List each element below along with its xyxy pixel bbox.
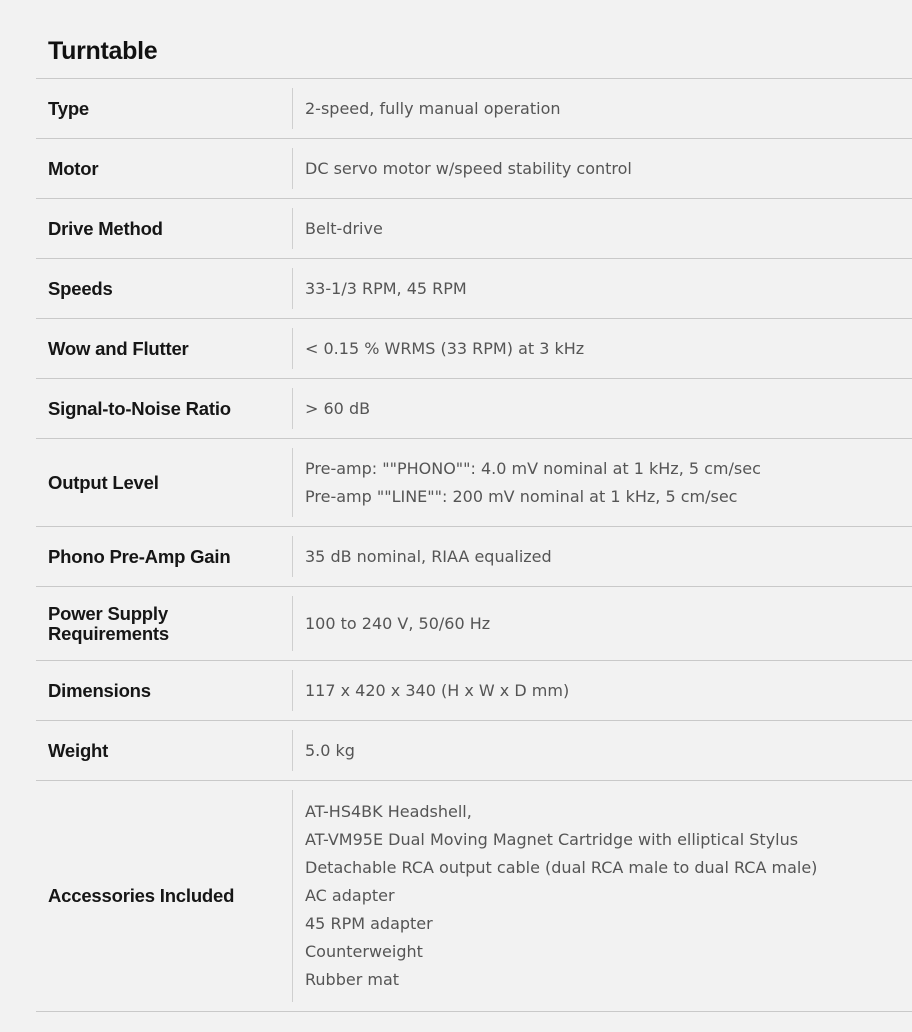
spec-row-accessories <box>36 781 912 1012</box>
value-line: 5.0 kg <box>305 740 355 760</box>
spec-row-motor <box>36 139 912 199</box>
spec-label: Output Level <box>48 471 159 493</box>
spec-label: Motor <box>48 157 99 179</box>
spec-value <box>292 790 912 1002</box>
value-line: AC adapter <box>305 886 395 905</box>
spec-value <box>292 388 912 429</box>
spec-value <box>292 328 912 369</box>
spec-label: Phono Pre-Amp Gain <box>48 545 231 567</box>
spec-value <box>292 670 912 711</box>
value-line: Rubber mat <box>305 970 400 989</box>
value-line: Pre-amp ""LINE"": 200 mV nominal at 1 kHz, 5 cm/sec <box>305 486 738 506</box>
value-line: DC servo motor w/speed stability control <box>305 158 632 178</box>
value-line: Belt-drive <box>305 218 383 238</box>
value-line: 100 to 240 V, 50/60 Hz <box>305 613 491 633</box>
spec-label: Type <box>48 97 90 119</box>
spec-label: Signal-to-Noise Ratio <box>48 397 231 419</box>
spec-label: Speeds <box>48 277 113 299</box>
spec-value <box>292 448 912 517</box>
spec-label: Drive Method <box>48 217 163 239</box>
spec-row-speeds <box>36 259 912 319</box>
spec-row-drive-method <box>36 199 912 259</box>
spec-row-wow-flutter <box>36 319 912 379</box>
spec-row-power-supply <box>36 587 912 661</box>
value-line: Counterweight <box>305 942 423 961</box>
value-line: < 0.15 % WRMS (33 RPM) at 3 kHz <box>305 338 585 358</box>
spec-label: Wow and Flutter <box>48 337 189 359</box>
spec-value <box>292 268 912 309</box>
spec-row-dimensions <box>36 661 912 721</box>
spec-value <box>292 596 912 651</box>
value-line: 35 dB nominal, RIAA equalized <box>305 546 552 566</box>
value-line: 117 x 420 x 340 (H x W x D mm) <box>305 680 570 700</box>
spec-value <box>292 730 912 771</box>
value-line: AT-VM95E Dual Moving Magnet Cartridge with elliptical Stylus <box>305 830 799 849</box>
spec-label: Power Supply Requirements <box>48 602 169 644</box>
spec-value <box>292 536 912 577</box>
spec-row-type <box>36 79 912 139</box>
value-line: Pre-amp: ""PHONO"": 4.0 mV nominal at 1 kHz, 5 cm/sec <box>305 458 761 478</box>
value-line: > 60 dB <box>305 398 371 418</box>
spec-row-snr <box>36 379 912 439</box>
value-line: Detachable RCA output cable (dual RCA male to dual RCA male) <box>305 858 818 877</box>
value-line: AT-HS4BK Headshell, <box>305 802 472 821</box>
spec-row-phono-gain <box>36 527 912 587</box>
section-title: Turntable <box>36 0 912 79</box>
spec-label: Accessories Included <box>48 885 235 906</box>
spec-value <box>292 148 912 189</box>
spec-value <box>292 88 912 129</box>
spec-row-output-level <box>36 439 912 527</box>
spec-row-weight <box>36 721 912 781</box>
value-line: 33-1/3 RPM, 45 RPM <box>305 278 467 298</box>
spec-value <box>292 208 912 249</box>
spec-label: Weight <box>48 739 109 761</box>
spec-label: Dimensions <box>48 679 151 701</box>
spec-table <box>36 0 912 1012</box>
value-line: 2-speed, fully manual operation <box>305 98 561 118</box>
value-line: 45 RPM adapter <box>305 914 433 933</box>
